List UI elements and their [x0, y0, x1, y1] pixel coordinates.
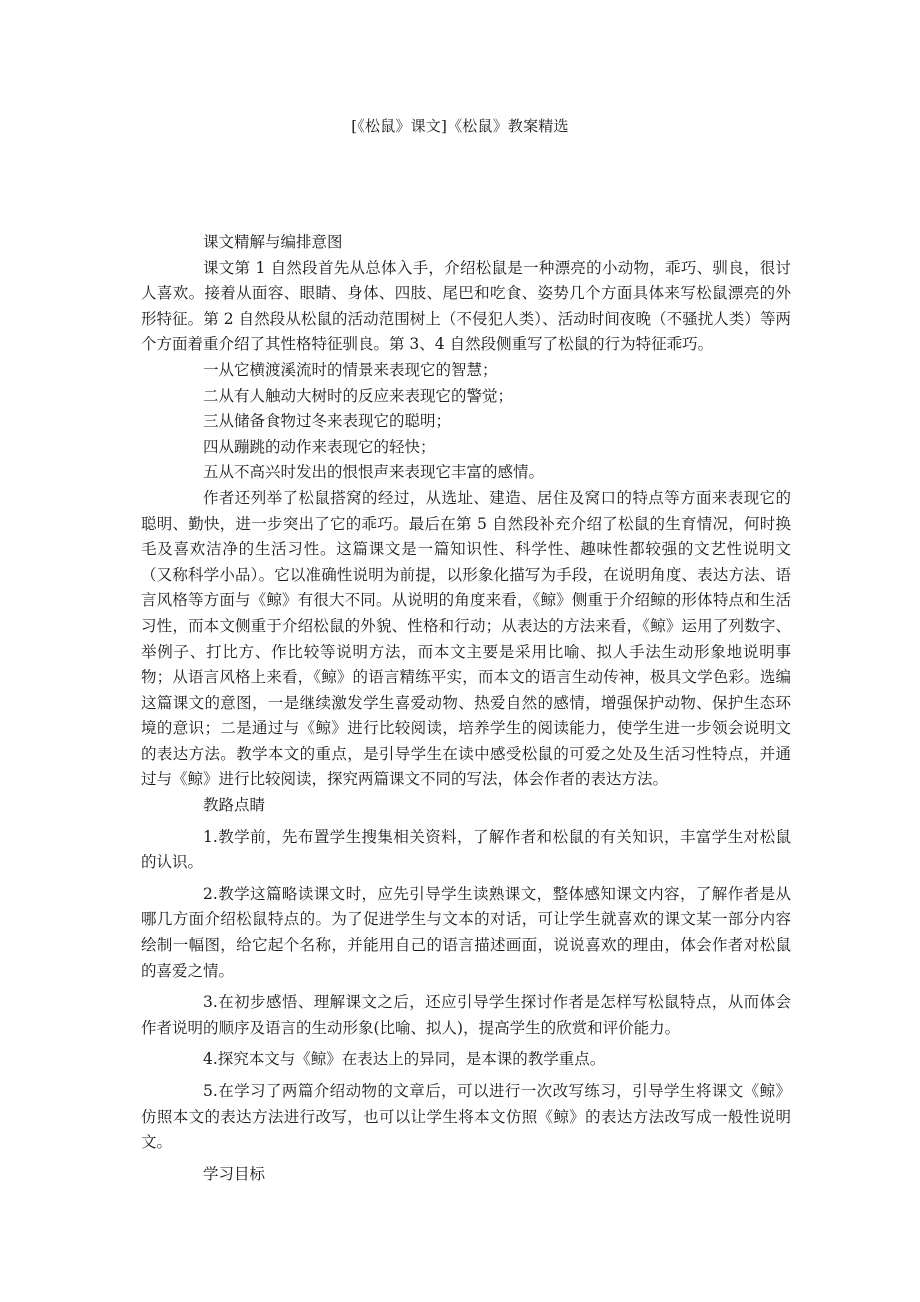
section-heading-teaching: 教路点睛: [203, 796, 266, 815]
section-heading-goals: 学习目标: [203, 1164, 266, 1183]
list-item: 2.教学这篇略读课文时，应先引导学生读熟课文，整体感知课文内容，了解作者是从哪几方面介绍松鼠特点的。为了促进学生与文本的对话，可让学生就喜欢的课文某一部分内容绘制一幅图，给它起个名称，并能用自己的语言描述画面，说说喜欢的理由，体会作者对松鼠的喜爱之情。: [141, 884, 791, 980]
paragraph: 课文第 1 自然段首先从总体入手，介绍松鼠是一种漂亮的小动物，乖巧、驯良，很讨人喜欢。接着从面容、眼睛、身体、四肢、尾巴和吃食、姿势几个方面具体来写松鼠漂亮的外形特征。第 2 自然段从松鼠的活动范围树上（不侵犯人类）、活动时间夜晚（不骚扰人类）等两个方面着重介绍了其性格特征驯良。第 3、4 自然段侧重写了松鼠的行为特征乖巧。: [141, 258, 791, 354]
list-item: 一从它横渡溪流时的情景来表现它的智慧；: [203, 360, 498, 379]
list-item: 1.教学前，先布置学生搜集相关资料，了解作者和松鼠的有关知识，丰富学生对松鼠的认识。: [141, 827, 791, 872]
list-item: 四从蹦跳的动作来表现它的轻快；: [203, 437, 436, 456]
section-heading-analysis: 课文精解与编排意图: [203, 233, 343, 251]
list-item: 三从储备食物过冬来表现它的聪明；: [203, 412, 452, 431]
list-item: 五从不高兴时发出的恨恨声来表现它丰富的感情。: [203, 463, 545, 482]
list-item: 4.探究本文与《鲸》在表达上的异同，是本课的教学重点。: [203, 1050, 606, 1069]
document-body: [141, 230, 791, 1187]
list-item: 5.在学习了两篇介绍动物的文章后，可以进行一次改写练习，引导学生将课文《鲸》仿照本文的表达方法进行改写，也可以让学生将本文仿照《鲸》的表达方法改写成一般性说明文。: [141, 1082, 791, 1152]
list-item: 3.在初步感悟、理解课文之后，还应引导学生探讨作者是怎样写松鼠特点，从而体会作者说明的顺序及语言的生动形象(比喻、拟人)，提高学生的欣赏和评价能力。: [141, 993, 791, 1037]
paragraph: 作者还列举了松鼠搭窝的经过，从选址、建造、居住及窝口的特点等方面来表现它的聪明、勤快，进一步突出了它的乖巧。最后在第 5 自然段补充介绍了松鼠的生育情况，何时换毛及喜欢洁净的生活习性。这篇课文是一篇知识性、科学性、趣味性都较强的文艺性说明文（又称科学小品）。它以准确性说明为前提，以形象化描写为手段，在说明角度、表达方法、语言风格等方面与《鲸》有很大不同。从说明的角度来看，《鲸》侧重于介绍鲸的形体特点和生活习性，而本文侧重于介绍松鼠的外貌、性格和行动；从表达的方法来看，《鲸》运用了列数字、举例子、打比方、作比较等说明方法，而本文主要是采用比喻、拟人手法生动形象地说明事物；从语言风格上来看，《鲸》的语言精练平实，而本文的语言生动传神，极具文学色彩。选编这篇课文的意图，一是继续激发学生喜爱动物、热爱自然的感情，增强保护动物、保护生态环境的意识；二是通过与《鲸》进行比较阅读，培养学生的阅读能力，使学生进一步领会说明文的表达方法。教学本文的重点，是引导学生在读中感受松鼠的可爱之处及生活习性特点，并通过与《鲸》进行比较阅读，探究两篇课文不同的写法，体会作者的表达方法。: [141, 488, 791, 789]
list-item: 二从有人触动大树时的反应来表现它的警觉；: [203, 386, 514, 405]
document-title: [《松鼠》课文]《松鼠》教案精选: [351, 117, 569, 135]
